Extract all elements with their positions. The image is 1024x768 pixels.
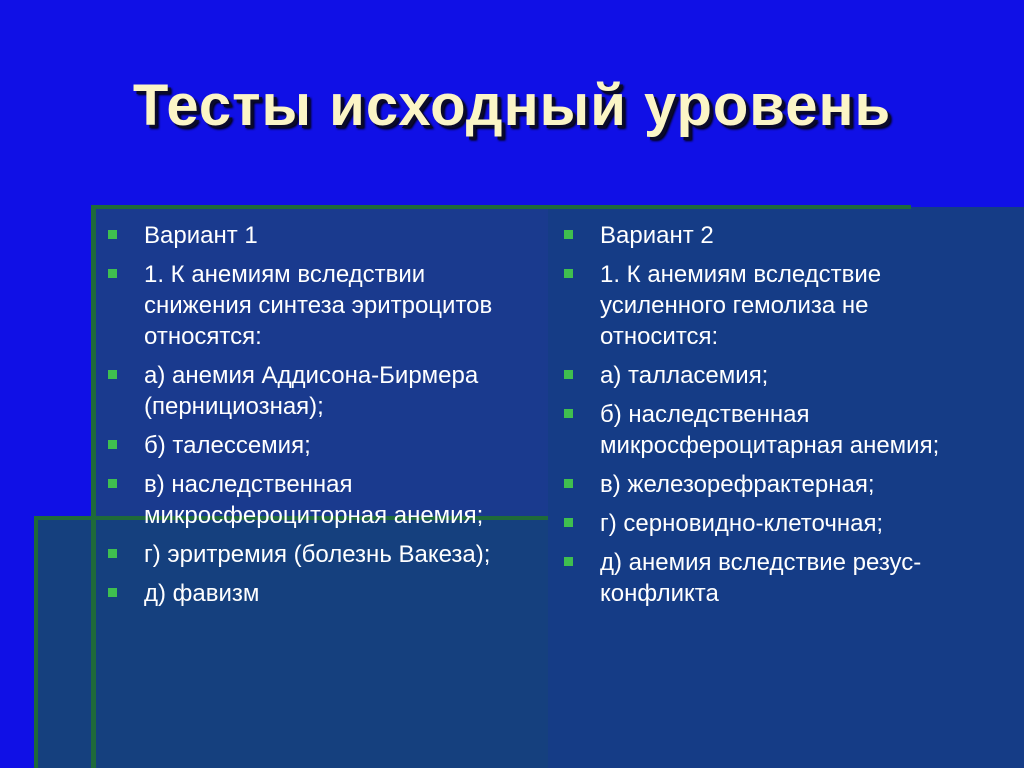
decor-line-horizontal: [91, 205, 911, 209]
list-item-text: Вариант 2: [600, 222, 714, 249]
list-item: [562, 508, 982, 539]
slide-title: Тесты исходный уровень: [132, 73, 892, 138]
list-item: [106, 469, 526, 531]
bullet-icon: [564, 409, 573, 418]
list-item-text: в) наследственная микросфероциторная анемия;: [144, 471, 484, 529]
bullet-icon: [108, 588, 117, 597]
bullet-icon: [564, 230, 573, 239]
decor-line-vertical: [91, 205, 96, 768]
list-item: [106, 259, 526, 352]
list-item: [562, 220, 982, 251]
list-item: [562, 547, 982, 609]
list-item: [106, 430, 526, 461]
bullet-icon: [564, 518, 573, 527]
list-item-text: а) талласемия;: [600, 362, 769, 389]
list-item: [562, 259, 982, 352]
bullet-icon: [564, 370, 573, 379]
list-item-text: б) талессемия;: [144, 432, 311, 459]
bullet-icon: [108, 479, 117, 488]
bullet-icon: [108, 549, 117, 558]
list-item: [562, 360, 982, 391]
right-column: [562, 220, 982, 617]
list-item-text: Вариант 1: [144, 222, 258, 249]
list-item: [106, 539, 526, 570]
decor-line-vertical-lower: [34, 516, 38, 768]
bullet-icon: [108, 440, 117, 449]
bullet-icon: [108, 269, 117, 278]
list-item: [562, 469, 982, 500]
list-item-text: 1. К анемиям вследствие усиленного гемолиза не относится:: [600, 261, 882, 350]
list-item: [106, 578, 526, 609]
list-item-text: а) анемия Аддисона-Бирмера (пернициозная);: [144, 362, 479, 420]
bullet-icon: [108, 370, 117, 379]
right-bullet-list: [562, 220, 982, 609]
list-item: [562, 399, 982, 461]
left-bullet-list: [106, 220, 526, 609]
list-item-text: в) железорефрактерная;: [600, 471, 875, 498]
list-item-text: г) серновидно-клеточная;: [600, 510, 884, 537]
list-item: [106, 360, 526, 422]
left-column: [106, 220, 526, 617]
list-item-text: 1. К анемиям вследствии снижения синтеза эритроцитов относятся:: [144, 261, 493, 350]
list-item-text: б) наследственная микросфероцитарная анемия;: [600, 401, 940, 459]
list-item-text: д) анемия вследствие резус-конфликта: [600, 549, 922, 607]
list-item: [106, 220, 526, 251]
list-item-text: д) фавизм: [144, 580, 260, 607]
bullet-icon: [564, 479, 573, 488]
bullet-icon: [564, 557, 573, 566]
bullet-icon: [108, 230, 117, 239]
list-item-text: г) эритремия (болезнь Вакеза);: [144, 541, 491, 568]
bullet-icon: [564, 269, 573, 278]
